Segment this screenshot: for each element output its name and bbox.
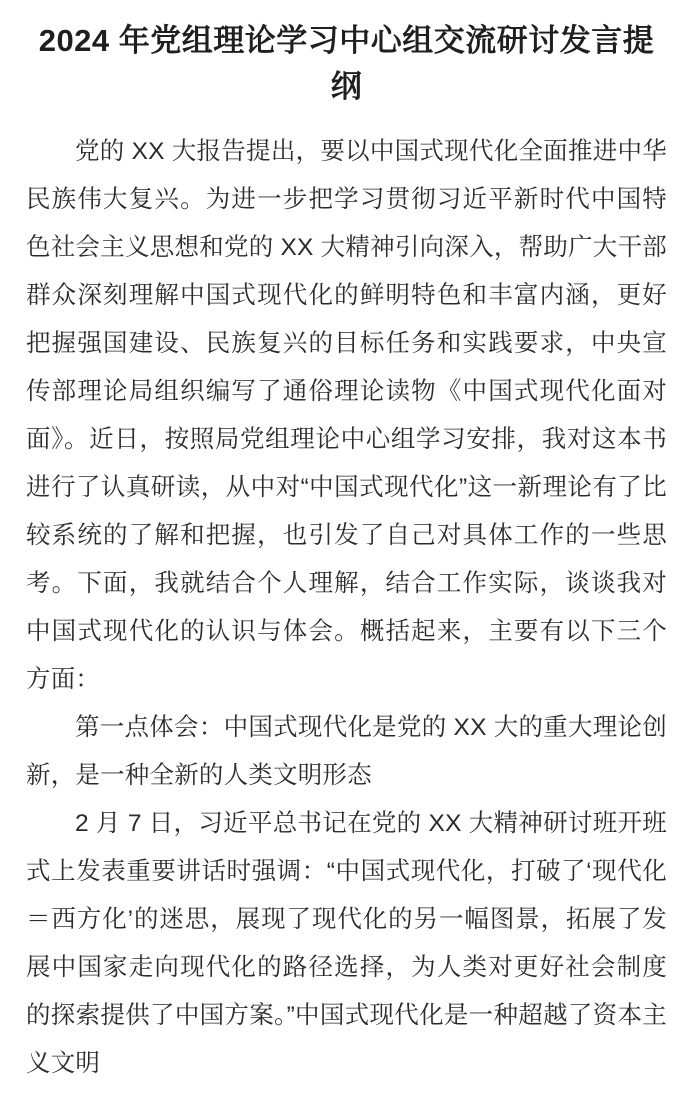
document-body <box>26 128 667 1088</box>
page-title: 2024 年党组理论学习中心组交流研讨发言提纲 <box>38 23 655 104</box>
paragraph: 党的 XX 大报告提出，要以中国式现代化全面推进中华民族伟大复兴。为进一步把学习贯彻习近平新时代中国特色社会主义思想和党的 XX 大精神引向深入，帮助广大干部群众深刻理解中国式现代化的鲜明特色和丰富内涵，更好把握强国建设、民族复兴的目标任务和实践要求，中央宣传部理论局组织编写了通俗理论读物《中国式现代化面对面》。近日，按照局党组理论中心组学习安排，我对这本书进行了认真研读，从中对“中国式现代化”这一新理论有了比较系统的了解和把握，也引发了自己对具体工作的一些思考。下面，我就结合个人理解，结合工作实际，谈谈我对中国式现代化的认识与体会。概括起来，主要有以下三个方面： <box>26 138 667 693</box>
paragraph: 2 月 7 日，习近平总书记在党的 XX 大精神研讨班开班式上发表重要讲话时强调：“中国式现代化，打破了‘现代化＝西方化’的迷思，展现了现代化的另一幅图景，拓展了发展中国家走向现代化的路径选择，为人类对更好社会制度的探索提供了中国方案。”中国式现代化是一种超越了资本主义文明 <box>26 810 667 1077</box>
paragraph: 第一点体会：中国式现代化是党的 XX 大的重大理论创新，是一种全新的人类文明形态 <box>26 714 667 789</box>
